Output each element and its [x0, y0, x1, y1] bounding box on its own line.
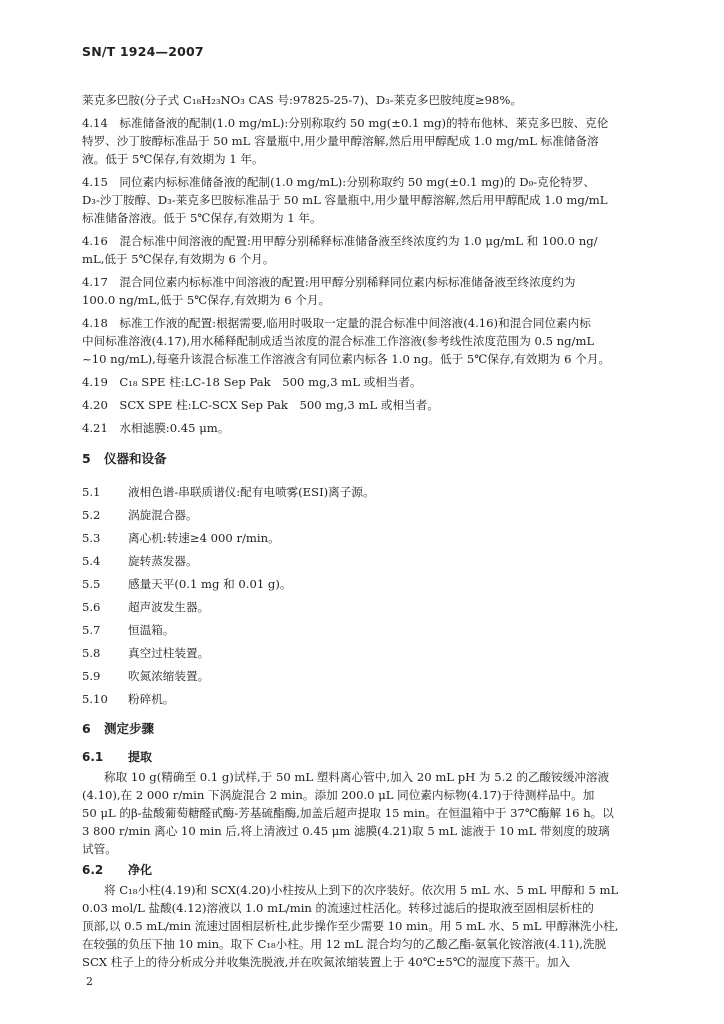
text-line: 标准储备溶液。低于 5℃保存,有效期为 1 年。: [82, 211, 322, 225]
paragraph-line: 在较强的负压下抽 10 min。取下 C₁₈小柱。用 12 mL 混合均匀的乙酸乙酯-氨氧化铵溶液(4.11),洗脱: [82, 937, 607, 951]
section-title: 仪器和设备: [104, 451, 167, 466]
text-line: 4.14 标准储备液的配制(1.0 mg/mL):分别称取约 50 mg(±0.1 mg)的特布他林、莱克多巴胺、克伦: [82, 116, 609, 130]
text-line: 4.19 C₁₈ SPE 柱:LC-18 Sep Pak 500 mg,3 mL 或相当者。: [82, 375, 422, 389]
text-line: ~10 ng/mL),每毫升该混合标准工作溶液含有同位素内标各 1.0 ng。低于 5℃保存,有效期为 6 个月。: [82, 352, 611, 366]
list-item: 5.5 感量天平(0.1 mg 和 0.01 g)。: [82, 577, 292, 591]
text-line: 4.17 混合同位素内标标准中间溶液的配置:用甲醇分别稀释同位素内标标准储备液至终浓度约为: [82, 275, 576, 289]
text-line: 特罗、沙丁胺醇标准品于 50 mL 容量瓶中,用少量甲醇溶解,然后用甲醇配成 1.0 mg/mL 标准储备溶: [82, 134, 599, 148]
section-heading-6: [82, 722, 662, 736]
subsection-heading-6-2: 6.2 净化: [82, 863, 153, 877]
paragraph-line: (4.10),在 2 000 r/min 下涡旋混合 2 min。添加 200.0 μL 同位素内标物(4.17)于待测样品中。加: [82, 788, 595, 802]
list-item: 5.4 旋转蒸发器。: [82, 554, 198, 568]
text-line: 中间标准溶液(4.17),用水稀释配制成适当浓度的混合标准工作溶液(参考线性浓度范围为 0.5 ng/mL: [82, 334, 595, 348]
paragraph-line: 将 C₁₈小柱(4.19)和 SCX(4.20)小柱按从上到下的次序装好。依次用 5 mL 水、5 mL 甲醇和 5 mL: [104, 883, 619, 897]
paragraph-line: 0.03 mol/L 盐酸(4.12)溶液以 1.0 mL/min 的流速过柱活化。转移过滤后的提取液至固相层析柱的: [82, 901, 594, 915]
section-number: 5: [82, 451, 91, 466]
section-heading-5: [82, 452, 662, 466]
paragraph-line: 顶部,以 0.5 mL/min 流速过固相层析柱,此步操作至少需要 10 min。用 5 mL 水、5 mL 甲醇淋洗小柱,: [82, 919, 619, 933]
list-item: 5.10 粉碎机。: [82, 692, 175, 706]
text-line: D₃-沙丁胺醇、D₃-莱克多巴胺标准品于 50 mL 容量瓶中,用少量甲醇溶解,然后用甲醇配成 1.0 mg/mL: [82, 193, 608, 207]
paragraph-line: 50 μL 的β-盐酸葡萄糖醛甙酶-芳基硫酯酶,加盖后超声提取 15 min。在恒温箱中于 37℃酶解 16 h。以: [82, 806, 614, 820]
paragraph-line: 称取 10 g(精确至 0.1 g)试样,于 50 mL 塑料离心管中,加入 20 mL pH 为 5.2 的乙酸铵缓冲溶液: [104, 770, 610, 784]
list-item: 5.7 恒温箱。: [82, 623, 175, 637]
text-line: 4.18 标准工作液的配置:根据需要,临用时吸取一定量的混合标准中间溶液(4.16)和混合同位素内标: [82, 316, 591, 330]
list-item: 5.6 超声波发生器。: [82, 600, 210, 614]
text-line: 100.0 ng/mL,低于 5℃保存,有效期为 6 个月。: [82, 293, 331, 307]
text-line: 4.21 水相滤膜:0.45 μm。: [82, 421, 230, 435]
text-line: mL,低于 5℃保存,有效期为 6 个月。: [82, 252, 275, 266]
standard-number-header: SN/T 1924—2007: [82, 44, 204, 59]
text-line: 4.16 混合标准中间溶液的配置:用甲醇分别稀释标准储备液至终浓度约为 1.0 μg/mL 和 100.0 ng/: [82, 234, 598, 248]
list-item: 5.2 涡旋混合器。: [82, 508, 198, 522]
page-number: 2: [86, 975, 93, 988]
section-number: 6: [82, 721, 91, 736]
text-line: 4.20 SCX SPE 柱:LC-SCX Sep Pak 500 mg,3 mL 或相当者。: [82, 398, 439, 412]
paragraph-line: 3 800 r/min 离心 10 min 后,将上清液过 0.45 μm 滤膜(4.21)取 5 mL 滤液于 10 mL 带刻度的玻璃: [82, 824, 610, 838]
text-line: 液。低于 5℃保存,有效期为 1 年。: [82, 152, 264, 166]
list-item: 5.1 液相色谱-串联质谱仪:配有电喷雾(ESI)离子源。: [82, 485, 375, 499]
section-title: 测定步骤: [104, 721, 155, 736]
list-item: 5.8 真空过柱装置。: [82, 646, 210, 660]
list-item: 5.3 离心机:转速≥4 000 r/min。: [82, 531, 280, 545]
subsection-heading-6-1: 6.1 提取: [82, 750, 153, 764]
paragraph-line: SCX 柱子上的待分析成分并收集洗脱液,并在吹氮浓缩装置上于 40℃±5℃的湿度下蒸干。加入: [82, 955, 571, 969]
paragraph-line: 试管。: [82, 842, 117, 856]
text-line: 4.15 同位素内标标准储备液的配制(1.0 mg/mL):分别称取约 50 mg(±0.1 mg)的 D₉-克伦特罗、: [82, 175, 596, 189]
list-item: 5.9 吹氮浓缩装置。: [82, 669, 210, 683]
text-line: 莱克多巴胺(分子式 C₁₈H₂₃NO₃ CAS 号:97825-25-7)、D₃-莱克多巴胺纯度≥98%。: [82, 93, 522, 107]
